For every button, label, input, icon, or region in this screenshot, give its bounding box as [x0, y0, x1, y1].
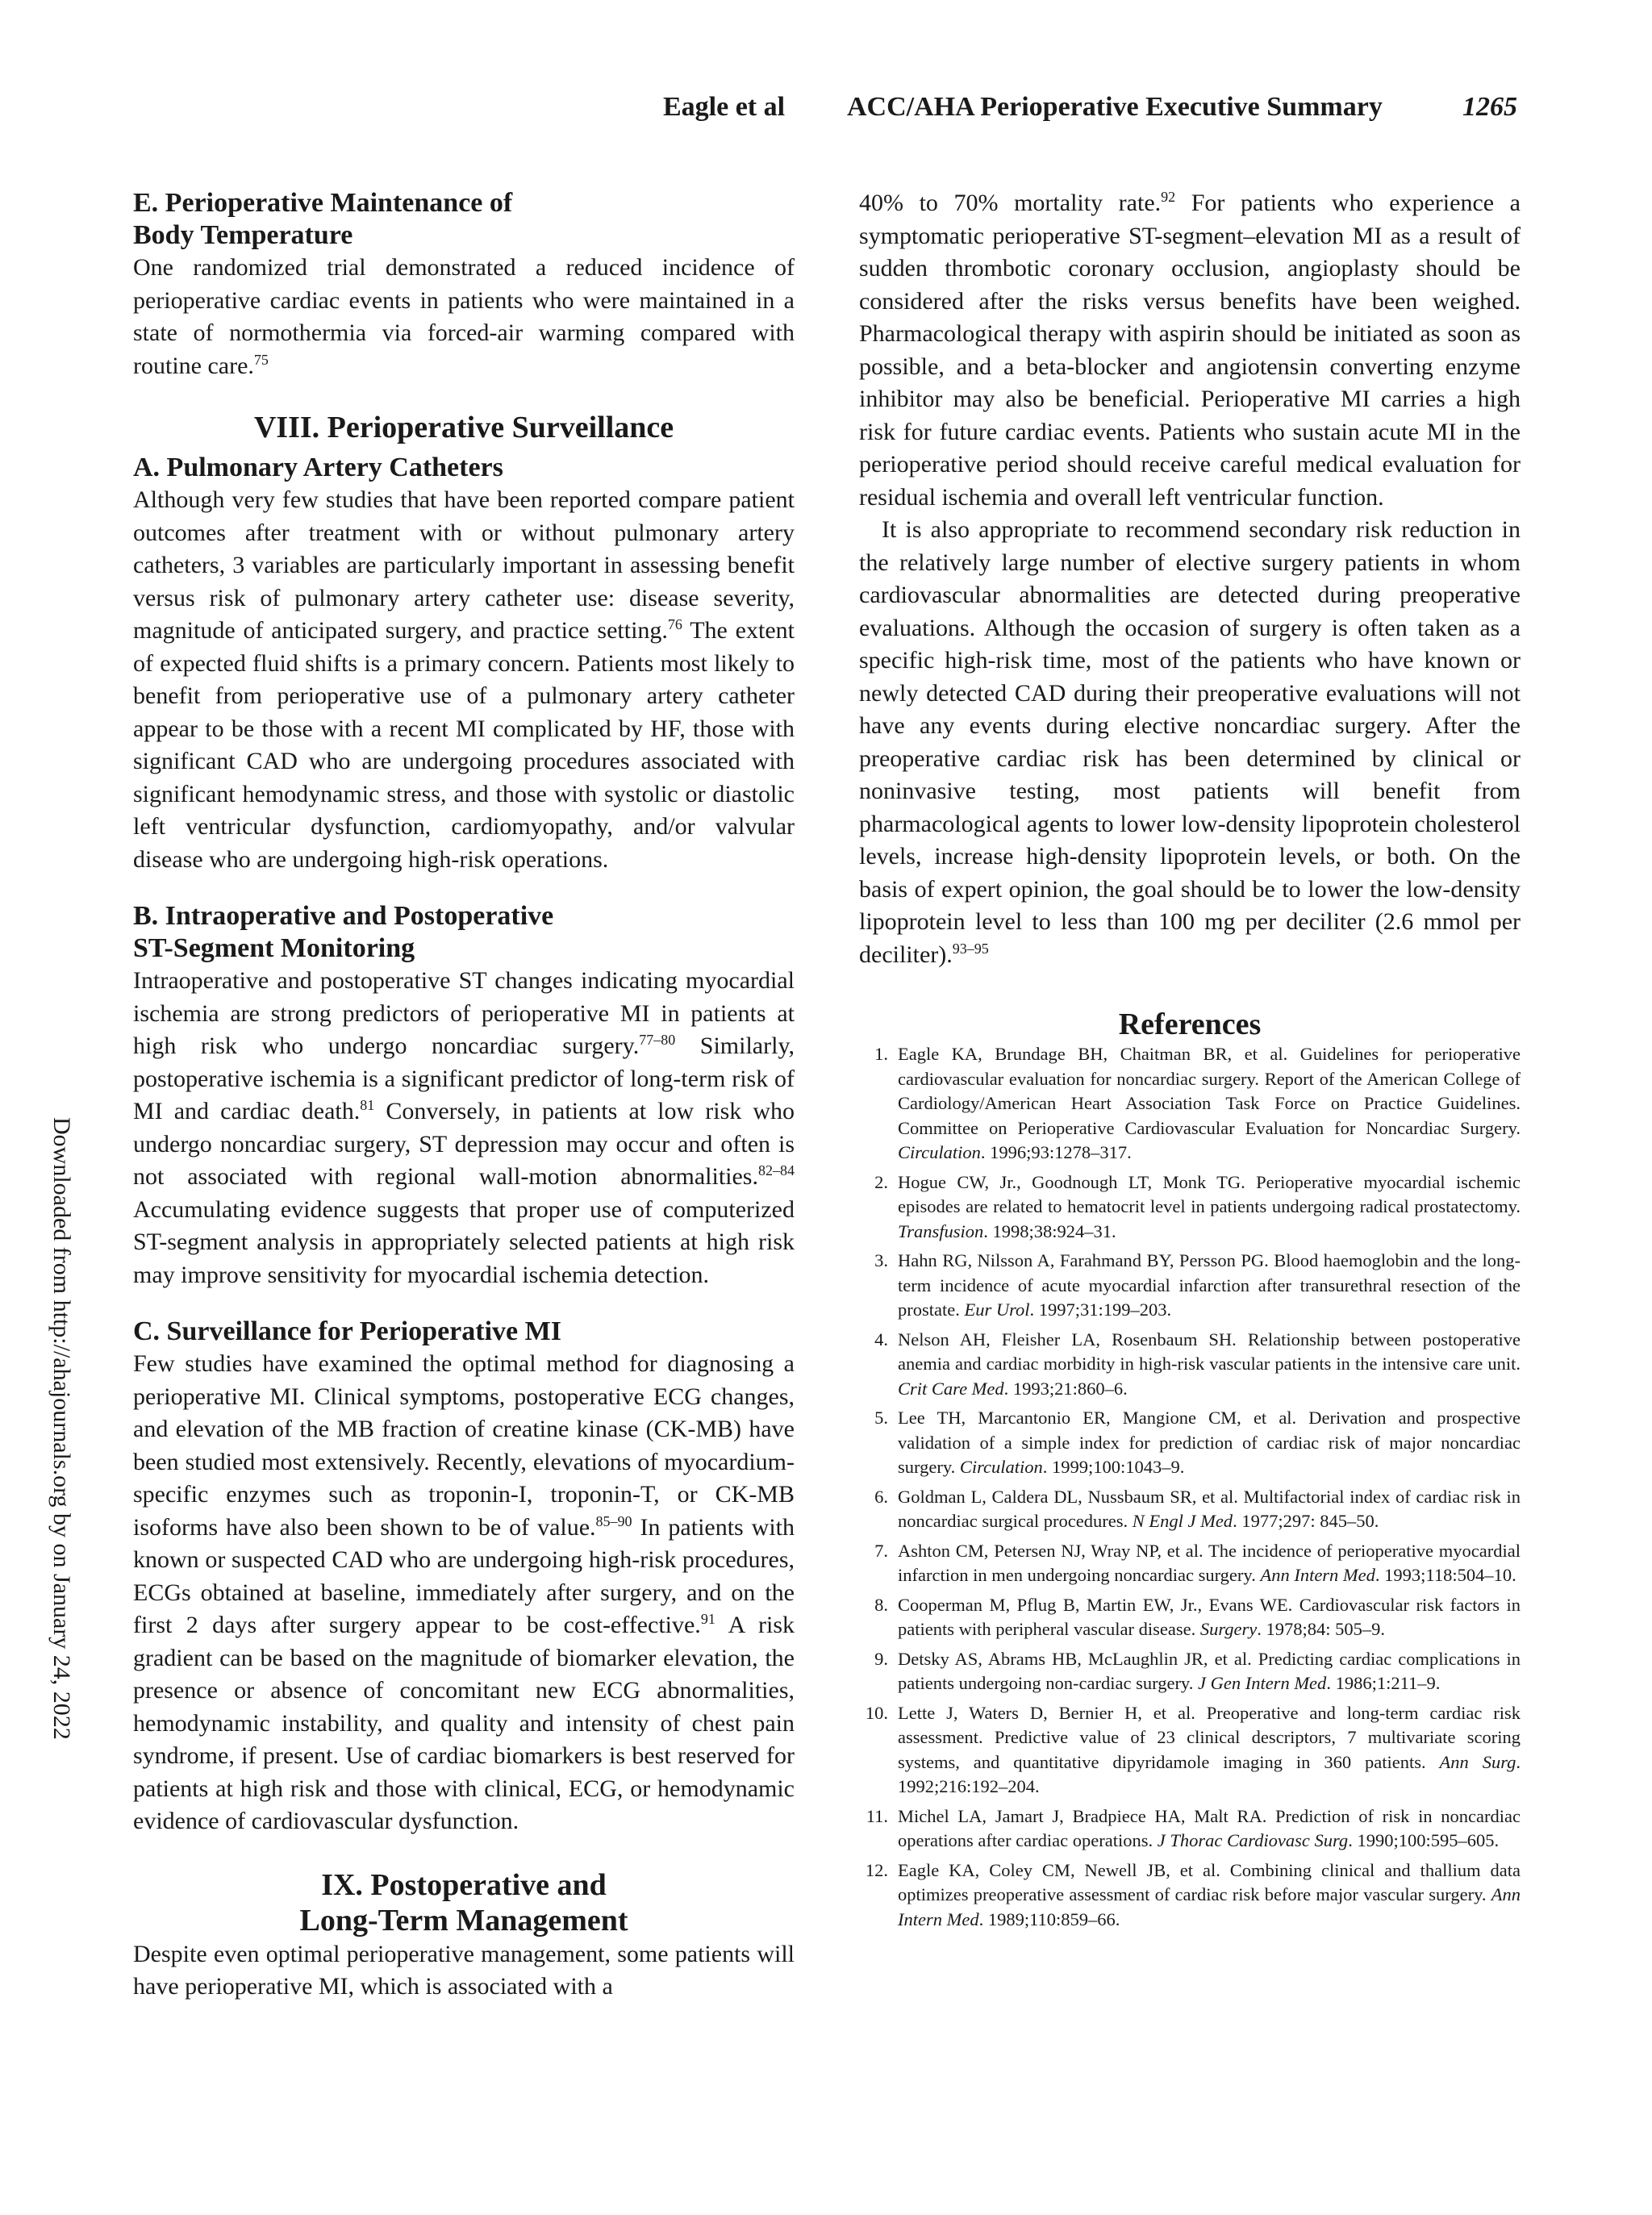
reference-item — [859, 1170, 1521, 1245]
reference-number: 1. — [874, 1044, 888, 1064]
running-header — [0, 92, 1652, 132]
section-e-paragraph — [133, 252, 795, 382]
reference-number: 10. — [865, 1702, 888, 1723]
reference-number: 4. — [874, 1329, 888, 1349]
section-c-text-cont: In patients with known or suspected CAD who are undergoing high-risk procedures, ECGs obtained at baseline, immediately after surgery, and on the first 2 days after surgery appear to be cost-effective. — [133, 1513, 795, 1638]
header-journal-title: ACC/AHA Perioperative Executive Summary — [847, 92, 1383, 122]
reference-number: 6. — [874, 1486, 888, 1507]
section-b-heading — [133, 900, 795, 965]
reference-text: Hogue CW, Jr., Goodnough LT, Monk TG. Perioperative myocardial ischemic episodes are related to hematocrit level in patients undergoing radical prostatectomy. — [898, 1171, 1521, 1216]
section-b-heading-line2: ST-Segment Monitoring — [133, 933, 415, 963]
download-watermark: Downloaded from http://ahajournals.org by on January 24, 2022 — [48, 1117, 75, 1740]
reference-number: 9. — [874, 1648, 888, 1669]
section-9-heading-line1: IX. Postoperative and — [321, 1867, 607, 1902]
reference-citation: . 1998;38:924–31. — [983, 1220, 1116, 1241]
section-c-heading: C. Surveillance for Perioperative MI — [133, 1316, 561, 1346]
reference-journal: Surgery — [1199, 1619, 1258, 1639]
reference-text: Michel LA, Jamart J, Bradpiece HA, Malt RA. Prediction of risk in noncardiac operations after cardiac operations. — [898, 1805, 1521, 1850]
reference-journal: Crit Care Med — [898, 1378, 1004, 1399]
reference-number: 5. — [874, 1408, 888, 1428]
citation: 85–90 — [595, 1512, 632, 1529]
reference-text: Detsky AS, Abrams HB, McLaughlin JR, et al. Predicting cardiac complications in patients undergoing non-cardiac surgery. — [898, 1648, 1521, 1693]
reference-citation: . 1986;1:211–9. — [1326, 1673, 1441, 1693]
section-e-heading — [133, 187, 795, 252]
section-b-text-cont: Similarly, postoperative ischemia is a significant predictor of long-term risk of MI and cardiac death. — [133, 1032, 795, 1124]
reference-number: 12. — [865, 1859, 888, 1880]
section-b-text-cont: Accumulating evidence suggests that proper use of computerized ST-segment analysis in appropriately selected patients at high risk may improve sensitivity for myocardial ischemia detection. — [133, 1195, 795, 1288]
right-paragraph-1 — [859, 187, 1521, 514]
citation: 77–80 — [639, 1032, 676, 1048]
reference-item — [859, 1593, 1521, 1642]
reference-journal: N Engl J Med — [1132, 1511, 1233, 1531]
reference-text: Eagle KA, Coley CM, Newell JB, et al. Combining clinical and thallium data optimizes preoperative assessment of cardiac risk before major vascular surgery. — [898, 1859, 1521, 1904]
reference-text: Lee TH, Marcantonio ER, Mangione CM, et al. Derivation and prospective validation of a simple index for prediction of cardiac risk of major noncardiac surgery. — [898, 1408, 1521, 1477]
section-b-heading-line1: B. Intraoperative and Postoperative — [133, 901, 554, 931]
section-c-paragraph — [133, 1348, 795, 1838]
citation: 76 — [667, 616, 682, 632]
reference-text: Hahn RG, Nilsson A, Farahmand BY, Persson PG. Blood haemoglobin and the long-term incidence of acute myocardial infarction after transurethral resection of the prostate. — [898, 1250, 1521, 1320]
reference-text: Lette J, Waters D, Bernier H, et al. Preoperative and long-term cardiac risk assessment. Predictive value of 23 clinical descriptors, 7 multivariate scoring systems, and quantitative dipyridamole imaging in 360 patients. — [898, 1702, 1521, 1772]
citation: 81 — [360, 1097, 375, 1113]
reference-number: 7. — [874, 1540, 888, 1561]
reference-text: Ashton CM, Petersen NJ, Wray NP, et al. The incidence of perioperative myocardial infarction in men undergoing noncardiac surgery. — [898, 1540, 1521, 1585]
section-a-heading: A. Pulmonary Artery Catheters — [133, 453, 503, 482]
citation: 92 — [1161, 189, 1176, 205]
reference-text: Cooperman M, Pflug B, Martin EW, Jr., Evans WE. Cardiovascular risk factors in patients with peripheral vascular disease. — [898, 1594, 1521, 1639]
section-c-text: Few studies have examined the optimal method for diagnosing a perioperative MI. Clinical symptoms, postoperative ECG changes, and elevation of the MB fraction of creatine kinase (CK-MB) have been studied most extensively. Recently, elevations of myocardium-specific enzymes such as troponin-I, troponin-T, or CK-MB isoforms have also been shown to be of value. — [133, 1350, 795, 1541]
reference-item — [859, 1647, 1521, 1696]
reference-citation: . 1990;100:595–605. — [1348, 1830, 1500, 1850]
reference-item — [859, 1701, 1521, 1800]
reference-text: Goldman L, Caldera DL, Nussbaum SR, et al. Multifactorial index of cardiac risk in noncardiac surgical procedures. — [898, 1486, 1521, 1531]
section-9-heading — [133, 1867, 795, 1938]
reference-item — [859, 1804, 1521, 1854]
reference-journal: J Gen Intern Med — [1197, 1673, 1327, 1693]
reference-number: 11. — [866, 1805, 888, 1826]
reference-citation: . 1989;110:859–66. — [978, 1908, 1120, 1929]
reference-item — [859, 1406, 1521, 1480]
section-9-paragraph: Despite even optimal perioperative management, some patients will have perioperative MI, which is associated with a — [133, 1940, 795, 2000]
citation: 91 — [700, 1611, 715, 1627]
reference-journal: J Thorac Cardiovasc Surg — [1157, 1830, 1349, 1850]
section-e-heading-line2: Body Temperature — [133, 220, 353, 250]
right-p1-text-cont: For patients who experience a symptomatic perioperative ST-segment–elevation MI as a result of sudden thrombotic coronary occlusion, angioplasty should be considered after the risks versus benefits have been weighed. Pharmacological therapy with aspirin should be initiated as soon as possible, and a beta-blocker and angiotensin converting enzyme inhibitor may also be beneficial. Perioperative MI carries a high risk for future cardiac events. Patients who sustain acute MI in the perioperative period should receive careful medical evaluation for residual ischemia and overall left ventricular function. — [859, 190, 1521, 511]
reference-item — [859, 1249, 1521, 1323]
right-column — [859, 187, 1521, 1937]
section-a-text: Although very few studies that have been reported compare patient outcomes after treatment with or without pulmonary artery catheters, 3 variables are particularly important in assessing benefit versus risk of pulmonary artery catheter use: disease severity, magnitude of anticipated surgery, and practice setting. — [133, 486, 795, 644]
reference-number: 3. — [874, 1250, 888, 1270]
reference-item — [859, 1858, 1521, 1933]
section-e-heading-line1: E. Perioperative Maintenance of — [133, 188, 513, 218]
section-a-text-cont: The extent of expected fluid shifts is a primary concern. Patients most likely to benefit from perioperative use of a pulmonary artery catheter appear to be those with a recent MI complicated by HF, those with significant CAD who are undergoing procedures associated with significant hemodynamic stress, and those with systolic or diastolic left ventricular dysfunction, cardiomyopathy, and/or valvular disease who are undergoing high-risk operations. — [133, 617, 795, 873]
section-8-heading: VIII. Perioperative Surveillance — [253, 411, 674, 444]
right-p2-text: It is also appropriate to recommend secondary risk reduction in the relatively large number of elective surgery patients in whom cardiovascular abnormalities are detected during preoperative evaluations. Although the occasion of surgery is often taken as a specific high-risk time, most of the patients who have known or newly detected CAD during their preoperative evaluations will not have any events during elective noncardiac surgery. After the preoperative cardiac risk has been determined by clinical or noninvasive testing, most patients will benefit from pharmacological agents to lower low-density lipoprotein cholesterol levels, increase high-density lipoprotein levels, or both. On the basis of expert opinion, the goal should be to lower the low-density lipoprotein level to less than 100 mg per deciliter (2.6 mmol per deciliter). — [859, 516, 1521, 968]
reference-journal: Eur Urol — [964, 1299, 1030, 1320]
references-list — [859, 1042, 1521, 1932]
reference-journal: Ann Intern Med — [1260, 1565, 1375, 1585]
right-paragraph-2 — [859, 514, 1521, 971]
citation: 75 — [253, 351, 269, 368]
citation: 93–95 — [952, 940, 989, 957]
reference-item — [859, 1539, 1521, 1588]
right-p1-text: 40% to 70% mortality rate. — [859, 190, 1162, 216]
reference-item — [859, 1485, 1521, 1534]
section-9-heading-line2: Long-Term Management — [299, 1903, 628, 1938]
reference-journal: Ann Intern Med — [898, 1884, 1521, 1929]
reference-item — [859, 1328, 1521, 1402]
reference-text: Eagle KA, Brundage BH, Chaitman BR, et al. Guidelines for perioperative cardiovascular evaluation for noncardiac surgery. Report of the American College of Cardiology/American Heart Association Task Force on Practice Guidelines. Committee on Perioperative Cardiovascular Evaluation for Noncardiac Surgery. — [898, 1044, 1521, 1138]
reference-text: Nelson AH, Fleisher LA, Rosenbaum SH. Relationship between postoperative anemia and cardiac morbidity in high-risk vascular patients in the intensive care unit. — [898, 1329, 1521, 1374]
reference-citation: . 1996;93:1278–317. — [980, 1142, 1132, 1162]
section-b-text: Intraoperative and postoperative ST changes indicating myocardial ischemia are strong predictors of perioperative MI in patients at high risk who undergo noncardiac surgery. — [133, 967, 795, 1059]
reference-journal: Ann Surg — [1439, 1751, 1516, 1772]
reference-citation: . 1997;31:199–203. — [1029, 1299, 1172, 1320]
reference-number: 8. — [874, 1594, 888, 1615]
left-column — [133, 187, 795, 2004]
section-a-paragraph — [133, 484, 795, 876]
reference-citation: . 1992;216:192–204. — [898, 1751, 1521, 1796]
reference-citation: . 1978;84: 505–9. — [1257, 1619, 1386, 1639]
section-e-text: One randomized trial demonstrated a reduced incidence of perioperative cardiac events in patients who were maintained in a state of normothermia via forced-air warming compared with routine care. — [133, 254, 795, 379]
section-b-paragraph — [133, 965, 795, 1291]
page-number: 1265 — [1462, 92, 1517, 122]
reference-number: 2. — [874, 1171, 888, 1192]
section-c-text-cont: A risk gradient can be based on the magnitude of biomarker elevation, the presence or absence of concomitant new ECG abnormalities, hemodynamic instability, and quality and intensity of chest pain syndrome, if present. Use of cardiac biomarkers is best reserved for patients at high risk and those with clinical, ECG, or hemodynamic evidence of cardiovascular dysfunction. — [133, 1612, 795, 1834]
reference-journal: Circulation — [898, 1142, 981, 1162]
section-b-text-cont: Conversely, in patients at low risk who undergo noncardiac surgery, ST depression may occur and often is not associated with regional wall-motion abnormalities. — [133, 1098, 795, 1190]
reference-citation: . 1993;21:860–6. — [1003, 1378, 1128, 1399]
reference-item — [859, 1042, 1521, 1166]
header-authors: Eagle et al — [663, 92, 786, 122]
reference-journal: Transfusion — [898, 1220, 984, 1241]
citation: 82–84 — [758, 1162, 795, 1178]
reference-citation: . 1999;100:1043–9. — [1042, 1457, 1185, 1477]
reference-citation: . 1993;118:504–10. — [1375, 1565, 1516, 1585]
references-heading: References — [1118, 1007, 1262, 1041]
reference-citation: . 1977;297: 845–50. — [1233, 1511, 1379, 1531]
reference-journal: Circulation — [959, 1457, 1043, 1477]
